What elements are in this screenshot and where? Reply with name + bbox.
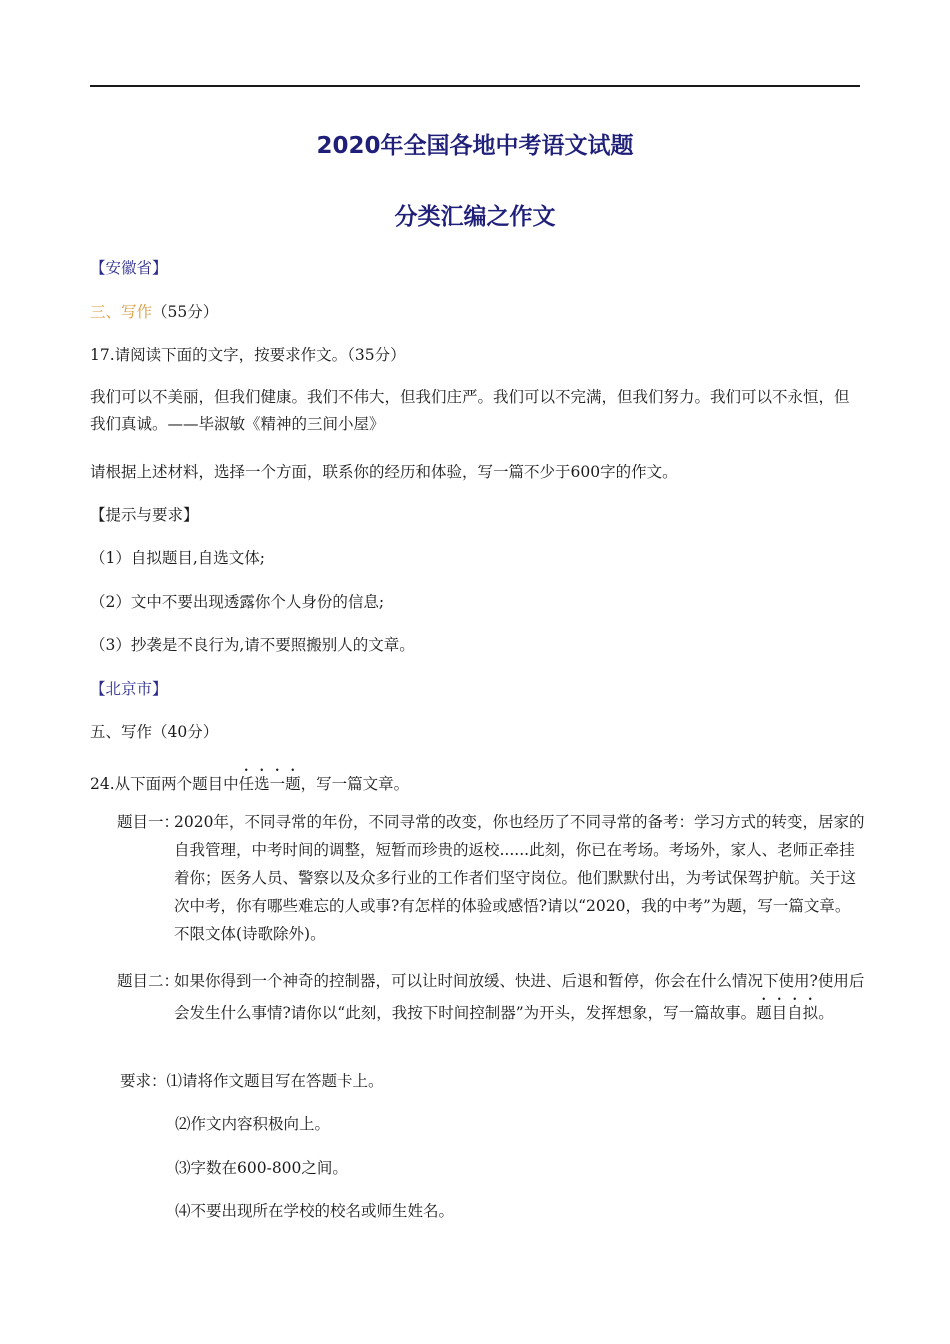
requirements-first <box>120 1071 384 1091</box>
page-title: 2020年全国各地中考语文试题 <box>316 133 634 159</box>
topic-two-text-pre: 如果你得到一个神奇的控制器，可以让时间放缓、快进、后退和暂停，你会在什么情况下使用?使用后会发生什么事情?请你以“此刻，我按下时间控制器”为开头，发挥想象，写一篇故事。 <box>174 972 865 1022</box>
page-subtitle: 分类汇编之作文 <box>394 204 556 230</box>
question-24-pre: 24.从下面两个题目中 <box>90 775 239 793</box>
topic-two-label: 题目二： <box>117 972 180 990</box>
tips-title: 【提示与要求】 <box>90 506 199 524</box>
section-heading-beijing: 五、写作（40分） <box>90 723 219 741</box>
tip-item: （2）文中不要出现透露你个人身份的信息; <box>90 593 385 611</box>
question-17: 17.请阅读下面的文字，按要求作文。（35分） <box>90 346 406 364</box>
topic-two <box>117 967 865 1027</box>
instruction-text: 请根据上述材料，选择一个方面，联系你的经历和体验，写一篇不少于600字的作文。 <box>90 463 678 481</box>
topic-two-text <box>117 967 865 1027</box>
topic-two-text-post: 。 <box>818 1004 834 1022</box>
question-24 <box>90 766 409 794</box>
requirement-item: ⑵作文内容积极向上。 <box>175 1115 331 1133</box>
region-beijing: 【北京市】 <box>90 680 168 698</box>
tip-item: （1）自拟题目,自选文体; <box>90 549 266 567</box>
section-points: （55分） <box>152 303 219 321</box>
requirements-label: 要求： <box>120 1072 167 1090</box>
topic-one <box>117 808 865 948</box>
requirement-item: ⑴请将作文题目写在答题卡上。 <box>166 1072 384 1090</box>
region-anhui: 【安徽省】 <box>90 259 168 277</box>
requirement-item: ⑷不要出现所在学校的校名或师生姓名。 <box>175 1202 455 1220</box>
material-text: 我们可以不美丽，但我们健康。我们不伟大，但我们庄严。我们可以不完满，但我们努力。我们可以不永恒，但我们真诚。——毕淑敏《精神的三间小屋》 <box>90 388 850 433</box>
topic-one-text: 2020年，不同寻常的年份，不同寻常的改变，你也经历了不同寻常的备考：学习方式的转变，居家的自我管理，中考时间的调整，短暂而珍贵的返校......此刻，你已在考场。考场外，家人、老师正牵挂着你；医务人员、警察以及众多行业的工作者们坚守岗位。他们默默付出，为考试保驾护航。关于这次中考，你有哪些难忘的人或事?有怎样的体验或感悟?请以“2020，我的中考”为题，写一篇文章。不限文体(诗歌除外)。 <box>174 813 865 943</box>
topic-two-emphasis: 题目自拟 <box>756 1004 819 1022</box>
question-24-emphasis: 任选一题 <box>238 775 301 793</box>
section-heading-anhui <box>90 302 218 322</box>
tip-item: （3）抄袭是不良行为,请不要照搬别人的文章。 <box>90 636 415 654</box>
section-prefix: 三、写作 <box>90 303 153 321</box>
header-rule <box>90 85 860 87</box>
topic-one-label: 题目一： <box>117 813 180 831</box>
question-24-post: ，写一篇文章。 <box>300 775 410 793</box>
requirement-item: ⑶字数在600-800之间。 <box>175 1159 348 1177</box>
